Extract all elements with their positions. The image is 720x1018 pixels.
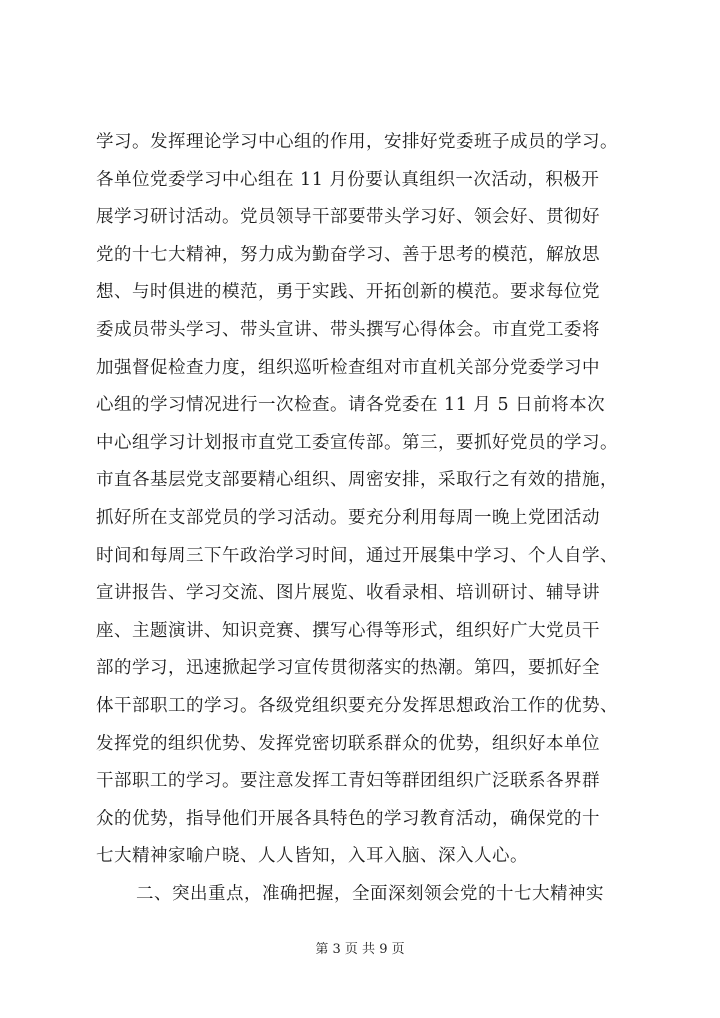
text-line: 座、主题演讲、知识竞赛、撰写心得等形式，组织好广大党员干 (96, 620, 600, 641)
text-line: 众的优势，指导他们开展各具特色的学习教育活动，确保党的十 (96, 808, 600, 829)
text-line: 时间和每周三下午政治学习时间，通过开展集中学习、个人自学、 (96, 545, 618, 566)
text-line: 市直各基层党支部要精心组织、周密安排，采取行之有效的措施， (96, 470, 618, 491)
text-line: 中心组学习计划报市直党工委宣传部。第三，要抓好党员的学习。 (96, 432, 618, 453)
text-line: 党的十七大精神，努力成为勤奋学习、善于思考的模范，解放思 (96, 244, 600, 265)
text-line: 发挥党的组织优势、发挥党密切联系群众的优势，组织好本单位 (96, 733, 600, 754)
section-heading: 二、突出重点，准确把握，全面深刻领会党的十七大精神实 (136, 883, 604, 904)
text-line: 宣讲报告、学习交流、图片展览、收看录相、培训研讨、辅导讲 (96, 583, 600, 604)
text-line: 体干部职工的学习。各级党组织要充分发挥思想政治工作的优势、 (96, 695, 618, 716)
text-line: 委成员带头学习、带头宣讲、带头撰写心得体会。市直党工委将 (96, 319, 600, 340)
text-line: 心组的学习情况进行一次检查。请各党委在 11 月 5 日前将本次 (96, 395, 606, 416)
text-line: 各单位党委学习中心组在 11 月份要认真组织一次活动，积极开 (96, 169, 600, 190)
text-line: 展学习研讨活动。党员领导干部要带头学习好、领会好、贯彻好 (96, 207, 600, 228)
text-line: 加强督促检查力度，组织巡听检查组对市直机关部分党委学习中 (96, 357, 600, 378)
text-line: 部的学习，迅速掀起学习宣传贯彻落实的热潮。第四，要抓好全 (96, 658, 600, 679)
text-line: 抓好所在支部党员的学习活动。要充分利用每周一晚上党团活动 (96, 507, 600, 528)
text-line: 学习。发挥理论学习中心组的作用，安排好党委班子成员的学习。 (96, 132, 618, 152)
text-line: 七大精神家喻户晓、人人皆知，入耳入脑、深入人心。 (96, 846, 528, 867)
body-text (96, 124, 636, 913)
text-line: 想、与时俱进的模范，勇于实践、开拓创新的模范。要求每位党 (96, 282, 600, 303)
page-number: 第 3 页 共 9 页 (315, 942, 405, 957)
text-line: 干部职工的学习。要注意发挥工青妇等群团组织广泛联系各界群 (96, 771, 600, 792)
